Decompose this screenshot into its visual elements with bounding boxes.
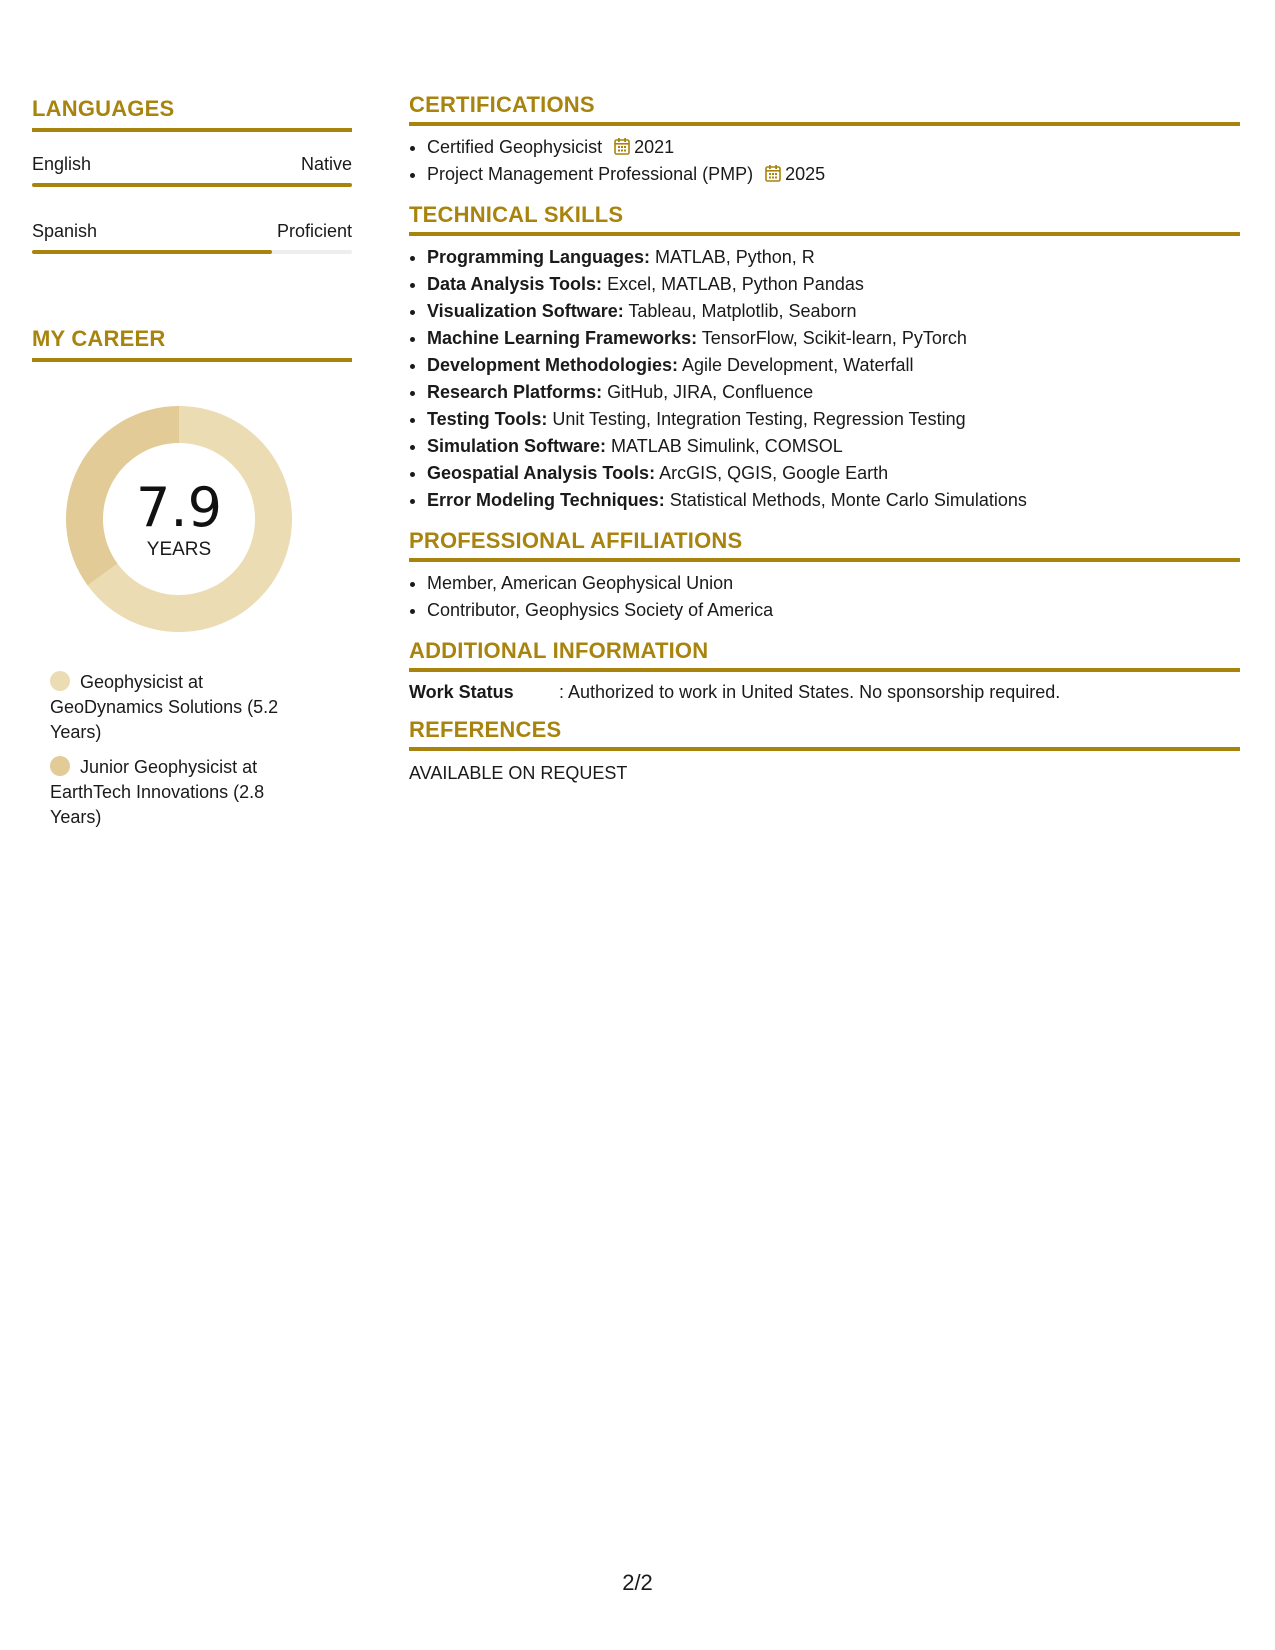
skill-label: Simulation Software: (427, 436, 607, 456)
certifications-section (409, 92, 1240, 188)
language-proficiency-fill (32, 183, 352, 187)
career-legend-item (50, 755, 300, 830)
skill-label: Machine Learning Frameworks: (427, 328, 698, 348)
references-section (409, 717, 1240, 784)
skill-value: ArcGIS, QGIS, Google Earth (659, 463, 889, 483)
skill-value: Unit Testing, Integration Testing, Regression Testing (552, 409, 966, 429)
legend-dot-icon (50, 671, 70, 691)
skill-label: Error Modeling Techniques: (427, 490, 665, 510)
work-status-row (409, 682, 1240, 703)
language-spanish (32, 221, 352, 254)
work-status-value: : Authorized to work in United States. No sponsorship required. (559, 682, 1061, 702)
certifications-title: CERTIFICATIONS (409, 92, 1240, 126)
legend-dot-icon (50, 756, 70, 776)
skill-item (427, 244, 1240, 271)
calendar-icon (614, 137, 630, 155)
work-status-label: Work Status (409, 682, 514, 702)
right-column (409, 92, 1240, 798)
skill-item (427, 325, 1240, 352)
certification-item (427, 161, 1240, 188)
technical-skills-list (409, 244, 1240, 514)
language-proficiency-fill (32, 250, 272, 254)
additional-info-section (409, 638, 1240, 703)
career-total-years: 7.9 (136, 476, 222, 539)
technical-skills-section (409, 202, 1240, 514)
certifications-list (409, 134, 1240, 188)
affiliations-section (409, 528, 1240, 624)
page-number: 2/2 (622, 1570, 653, 1595)
skill-value: GitHub, JIRA, Confluence (607, 382, 814, 402)
language-name: English (32, 154, 92, 174)
technical-skills-title: TECHNICAL SKILLS (409, 202, 1240, 236)
language-name: Spanish (32, 221, 98, 241)
skill-label: Visualization Software: (427, 301, 624, 321)
skill-label: Data Analysis Tools: (427, 274, 603, 294)
career-role-label: Junior Geophysicist at EarthTech Innovations (2.8 Years) (50, 757, 265, 827)
affiliations-title: PROFESSIONAL AFFILIATIONS (409, 528, 1240, 562)
additional-info-title: ADDITIONAL INFORMATION (409, 638, 1240, 672)
skill-value: TensorFlow, Scikit-learn, PyTorch (701, 328, 967, 348)
skill-label: Research Platforms: (427, 382, 603, 402)
certification-item (427, 134, 1240, 161)
skill-value: Statistical Methods, Monte Carlo Simulations (669, 490, 1027, 510)
career-legend (32, 670, 352, 830)
skill-item (427, 271, 1240, 298)
certification-name: Certified Geophysicist (427, 137, 603, 157)
left-column (32, 96, 352, 840)
skill-label: Programming Languages: (427, 247, 651, 267)
language-english (32, 154, 352, 187)
skill-item (427, 352, 1240, 379)
skill-item (427, 406, 1240, 433)
donut-center (66, 406, 292, 632)
skill-value: Agile Development, Waterfall (682, 355, 914, 375)
references-title: REFERENCES (409, 717, 1240, 751)
career-legend-item (50, 670, 300, 745)
career-title: MY CAREER (32, 326, 352, 362)
skill-label: Development Methodologies: (427, 355, 679, 375)
skill-label: Testing Tools: (427, 409, 548, 429)
skill-value: Excel, MATLAB, Python Pandas (607, 274, 864, 294)
affiliations-list (409, 570, 1240, 624)
career-years-unit: YEARS (146, 539, 212, 560)
calendar-icon (765, 164, 781, 182)
skill-item (427, 379, 1240, 406)
language-proficiency-bar (32, 183, 352, 187)
certification-year: 2025 (785, 164, 826, 184)
skill-item (427, 433, 1240, 460)
language-level: Native (300, 154, 352, 174)
language-row (32, 221, 352, 242)
career-donut-chart (66, 406, 292, 632)
career-role-label: Geophysicist at GeoDynamics Solutions (5.2 Years) (50, 672, 279, 742)
certification-name: Project Management Professional (PMP) (427, 164, 754, 184)
skill-value: MATLAB Simulink, COMSOL (611, 436, 843, 456)
skill-value: MATLAB, Python, R (655, 247, 815, 267)
skill-label: Geospatial Analysis Tools: (427, 463, 656, 483)
skill-item (427, 487, 1240, 514)
certification-year: 2021 (634, 137, 675, 157)
affiliation-item: • Member, American Geophysical Union (427, 570, 1240, 597)
skill-item (427, 460, 1240, 487)
languages-title: LANGUAGES (32, 96, 352, 132)
language-level: Proficient (276, 221, 352, 241)
affiliation-item: • Contributor, Geophysics Society of America (427, 597, 1240, 624)
references-text: AVAILABLE ON REQUEST (409, 763, 628, 783)
skill-item (427, 298, 1240, 325)
language-row (32, 154, 352, 175)
language-proficiency-bar (32, 250, 352, 254)
skill-value: Tableau, Matplotlib, Seaborn (628, 301, 857, 321)
